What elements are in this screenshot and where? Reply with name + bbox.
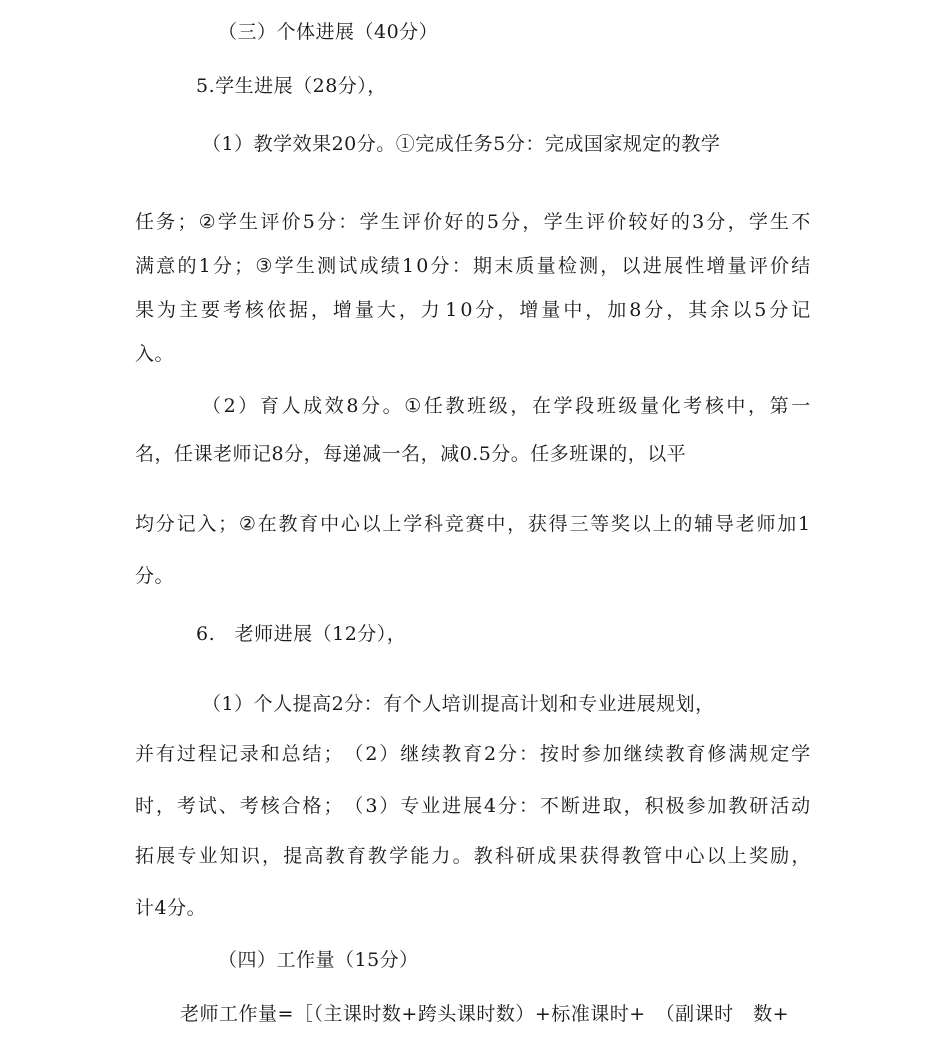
glyph: 级 [488,395,509,417]
glyph: 续 [644,743,665,765]
glyph: ： [338,211,358,233]
glyph: 不 [791,211,811,233]
glyph: ， [585,299,605,321]
glyph: ） [238,395,258,417]
glyph: 1 [401,255,415,277]
glyph: ） [379,743,399,765]
glyph: 0 [460,299,473,321]
glyph: 定 [770,743,790,765]
glyph: 班 [596,395,617,417]
glyph: 时 [560,743,581,765]
glyph: 评 [260,211,280,233]
paragraph-line: 计4分。 [135,897,207,919]
glyph: 取 [602,795,623,817]
glyph: 三 [569,513,589,535]
glyph: 核 [244,299,265,321]
glyph: ； [234,255,254,277]
glyph: 要 [200,299,221,321]
glyph: 过 [176,743,197,765]
glyph: 8 [629,299,642,321]
paragraph-line: （1）个人提高2分：有个人培训提高计划和专业进展规划， [202,693,715,715]
glyph: 好 [444,211,464,233]
glyph: 考 [239,795,260,817]
glyph: 价 [281,211,302,233]
glyph: 高 [304,845,324,867]
glyph: 加 [777,513,797,535]
glyph: （ [202,395,222,417]
paragraph-line [135,742,811,766]
glyph: 3 [365,795,378,817]
glyph: ， [310,299,331,321]
glyph: 主 [178,299,199,321]
glyph: 学 [543,211,564,233]
glyph: 并 [135,743,155,765]
glyph: 果 [135,299,155,321]
glyph: 据 [288,299,309,321]
glyph: 量 [639,395,660,417]
glyph: 业 [421,795,441,817]
glyph: ， [497,299,517,321]
paragraph-line [202,394,811,418]
glyph: ② [238,513,257,535]
glyph: 修 [707,743,727,765]
glyph: 学 [791,743,811,765]
glyph: 以 [706,845,727,867]
glyph: 上 [727,845,748,867]
glyph: 中 [563,299,583,321]
glyph: ， [507,513,527,535]
glyph: 较 [628,211,648,233]
glyph: 成 [359,255,380,277]
glyph: 学 [748,211,769,233]
glyph: 核 [704,395,725,417]
glyph: 专 [400,795,420,817]
glyph: 成 [537,845,557,867]
glyph: 评 [586,211,606,233]
glyph: 生 [564,211,585,233]
glyph: 段 [575,395,595,417]
glyph: ， [748,395,768,417]
paragraph-line [135,210,811,234]
glyph: 参 [686,795,706,817]
glyph: 赛 [465,513,486,535]
glyph: 知 [219,845,240,867]
glyph: 提 [283,845,303,867]
glyph: 期 [472,255,493,277]
glyph: 的 [673,513,693,535]
glyph: 生 [239,211,259,233]
glyph: 试 [197,795,218,817]
glyph: 2 [484,743,497,765]
glyph: 量 [541,299,561,321]
glyph: 等 [590,513,610,535]
glyph: 在 [531,395,552,417]
glyph: 导 [714,513,735,535]
glyph: 价 [607,211,627,233]
glyph: ； [218,513,238,535]
glyph: 教 [728,795,748,817]
glyph: ； [323,743,343,765]
glyph: 育 [346,845,367,867]
glyph: 合 [281,795,302,817]
glyph: 展 [156,845,176,867]
glyph: 活 [770,795,790,817]
glyph: 分 [317,211,337,233]
glyph: 录 [239,743,260,765]
glyph: 测 [317,255,337,277]
glyph: 辅 [694,513,714,535]
glyph: 教 [325,845,346,867]
glyph: 以 [732,299,752,321]
glyph: 和 [260,743,281,765]
glyph: 级 [618,395,638,417]
glyph: 得 [600,845,621,867]
glyph: 进 [442,795,462,817]
glyph: 获 [527,513,548,535]
glyph: 依 [266,299,287,321]
glyph: 育 [463,743,483,765]
glyph: 研 [749,795,769,817]
glyph: 分 [155,513,176,535]
glyph: 5 [302,211,316,233]
glyph: 教 [445,395,466,417]
glyph: 时 [135,795,155,817]
glyph: 展 [663,255,684,277]
glyph: 得 [548,513,569,535]
glyph: 格 [302,795,323,817]
glyph: 生 [770,211,790,233]
glyph: 以 [631,513,652,535]
glyph: 育 [686,743,706,765]
glyph: 人 [281,395,302,417]
glyph: 断 [560,795,581,817]
glyph: 2 [365,743,378,765]
glyph: 竞 [444,513,465,535]
glyph: 化 [661,395,682,417]
glyph: 分 [430,255,451,277]
glyph: 有 [155,743,176,765]
glyph: 考 [176,795,197,817]
glyph: 教 [665,743,686,765]
glyph: ， [666,299,686,321]
glyph: 果 [558,845,578,867]
glyph: 教 [621,845,642,867]
glyph: 识 [240,845,261,867]
glyph: ： [518,743,539,765]
glyph: 5 [754,299,767,321]
paragraph-line: （1）教学效果20分。①完成任务5分：完成国家规定的教学 [202,133,721,155]
glyph: 心 [685,845,705,867]
glyph: 均 [135,513,155,535]
glyph: 5 [486,211,500,233]
glyph: 2 [223,395,237,417]
glyph: 获 [579,845,600,867]
glyph: ， [522,211,542,233]
glyph: 参 [581,743,602,765]
glyph: 规 [749,743,769,765]
glyph: 进 [642,255,663,277]
glyph: ： [451,255,472,277]
glyph: 以 [361,513,382,535]
glyph: 记 [176,513,197,535]
glyph: 学 [403,513,423,535]
glyph: 3 [692,211,705,233]
glyph: 的 [177,255,197,277]
glyph: ， [510,395,530,417]
glyph: 0 [416,255,429,277]
glyph: 育 [299,513,319,535]
glyph: 以 [621,255,642,277]
glyph: 评 [401,211,422,233]
glyph: 考 [683,395,703,417]
glyph: （ [344,795,364,817]
subheading-teacher-progress: 6. 老师进展（12分）， [196,623,407,645]
glyph: 中 [664,845,684,867]
glyph: 检 [557,255,578,277]
glyph: 生 [380,211,401,233]
glyph: 学 [553,395,574,417]
glyph: 余 [710,299,730,321]
glyph: 科 [494,845,515,867]
glyph: 中 [486,513,506,535]
formula-line: 老师工作量=［（主课时数+跨头课时数）+标准课时+ （副课时 数+ [180,1003,790,1025]
glyph: 量 [354,299,375,321]
glyph: 继 [400,743,420,765]
glyph: 1 [445,299,458,321]
glyph: 满 [728,743,748,765]
glyph: 程 [197,743,218,765]
glyph: 教 [278,513,299,535]
glyph: 不 [539,795,560,817]
glyph: 上 [652,513,673,535]
glyph: ， [623,795,644,817]
paragraph-line [135,298,811,322]
glyph: 结 [302,743,323,765]
glyph: 极 [665,795,686,817]
glyph: ， [155,795,176,817]
glyph: ① [404,395,422,417]
glyph: 加 [607,299,627,321]
glyph: 效 [324,395,345,417]
glyph: 记 [791,299,811,321]
glyph: 务 [156,211,176,233]
glyph: 其 [688,299,708,321]
glyph: ， [727,211,748,233]
paragraph-line [135,794,811,818]
glyph: 质 [515,255,535,277]
glyph: ， [262,845,282,867]
glyph: 研 [516,845,536,867]
glyph: 力 [431,845,451,867]
glyph: 学 [217,211,238,233]
paragraph-line: 分。 [135,565,175,587]
glyph: 学 [274,255,295,277]
glyph: 。 [452,845,473,867]
glyph: ： [518,795,539,817]
glyph: 试 [338,255,358,277]
section-heading-individual-progress: （三）个体进展（40分） [218,21,439,43]
paragraph-line [135,512,811,536]
glyph: 学 [359,211,380,233]
glyph: 、 [218,795,239,817]
glyph: 教 [473,845,494,867]
glyph: 加 [602,743,623,765]
glyph: 分 [769,299,789,321]
glyph: 续 [421,743,441,765]
glyph: 测 [579,255,599,277]
glyph: 中 [320,513,340,535]
glyph: 业 [198,845,219,867]
glyph: 核 [260,795,281,817]
glyph: 老 [735,513,756,535]
glyph: 1 [798,513,811,535]
glyph: 奖 [748,845,769,867]
glyph: 进 [581,795,602,817]
glyph: ； [177,211,197,233]
paragraph-line: 入。 [135,343,175,365]
glyph: 记 [218,743,239,765]
glyph: 分 [501,211,521,233]
glyph: 评 [748,255,769,277]
glyph: 心 [340,513,361,535]
glyph: ③ [255,255,273,277]
glyph: 分 [475,299,495,321]
glyph: 能 [410,845,430,867]
glyph: 4 [484,795,497,817]
glyph: 加 [707,795,727,817]
glyph: 学 [389,845,409,867]
glyph: 分 [498,743,518,765]
glyph: 意 [156,255,176,277]
glyph: 教 [442,743,462,765]
glyph: 分 [361,395,381,417]
glyph: 的 [465,211,486,233]
glyph: 中 [726,395,746,417]
glyph: 动 [791,795,811,817]
glyph: 考 [222,299,243,321]
glyph: 展 [463,795,483,817]
glyph: 班 [467,395,487,417]
glyph: 结 [791,255,811,277]
glyph: 总 [281,743,302,765]
glyph: 生 [295,255,316,277]
glyph: 分 [706,211,726,233]
glyph: 任 [135,211,155,233]
glyph: 价 [770,255,790,277]
glyph: 增 [519,299,539,321]
glyph: ， [398,299,419,321]
glyph: 入 [197,513,217,535]
glyph: ， [791,845,811,867]
glyph: 增 [332,299,353,321]
glyph: 专 [177,845,197,867]
glyph: 励 [770,845,790,867]
glyph: 满 [135,255,155,277]
glyph: 成 [303,395,323,417]
glyph: 性 [685,255,705,277]
glyph: 8 [346,395,359,417]
glyph: 量 [727,255,748,277]
subheading-student-progress: 5.学生进展（28分）， [196,75,387,97]
paragraph-line [135,844,811,868]
glyph: 增 [706,255,726,277]
glyph: 价 [423,211,443,233]
glyph: 好 [649,211,670,233]
paragraph-line [135,254,811,278]
glyph: 育 [259,395,280,417]
glyph: （ [344,743,364,765]
glyph: 任 [423,395,444,417]
glyph: 教 [367,845,388,867]
glyph: 奖 [611,513,631,535]
glyph: ） [379,795,399,817]
glyph: 积 [644,795,665,817]
glyph: 上 [382,513,402,535]
glyph: 为 [156,299,177,321]
glyph: ， [600,255,620,277]
glyph: 继 [623,743,644,765]
glyph: 拓 [135,845,155,867]
glyph: ； [323,795,343,817]
glyph: 管 [643,845,663,867]
glyph: 科 [423,513,444,535]
glyph: 。 [382,395,403,417]
glyph: 大 [376,299,397,321]
glyph: ② [198,211,217,233]
glyph: 量 [536,255,557,277]
glyph: 分 [498,795,518,817]
section-heading-workload: （四）工作量（15分） [218,949,419,971]
glyph: 一 [791,395,811,417]
glyph: 师 [756,513,776,535]
glyph: 力 [420,299,441,321]
glyph: 末 [494,255,514,277]
glyph: 分 [644,299,664,321]
glyph: 第 [769,395,790,417]
glyph: 按 [539,743,560,765]
paragraph-line: 名，任课老师记8分，每递减一名，减0.5分。任多班课的，以平 [135,443,687,465]
glyph: 分 [212,255,233,277]
glyph: 的 [670,211,691,233]
glyph: 1 [198,255,212,277]
glyph: 在 [257,513,278,535]
glyph: 绩 [380,255,401,277]
